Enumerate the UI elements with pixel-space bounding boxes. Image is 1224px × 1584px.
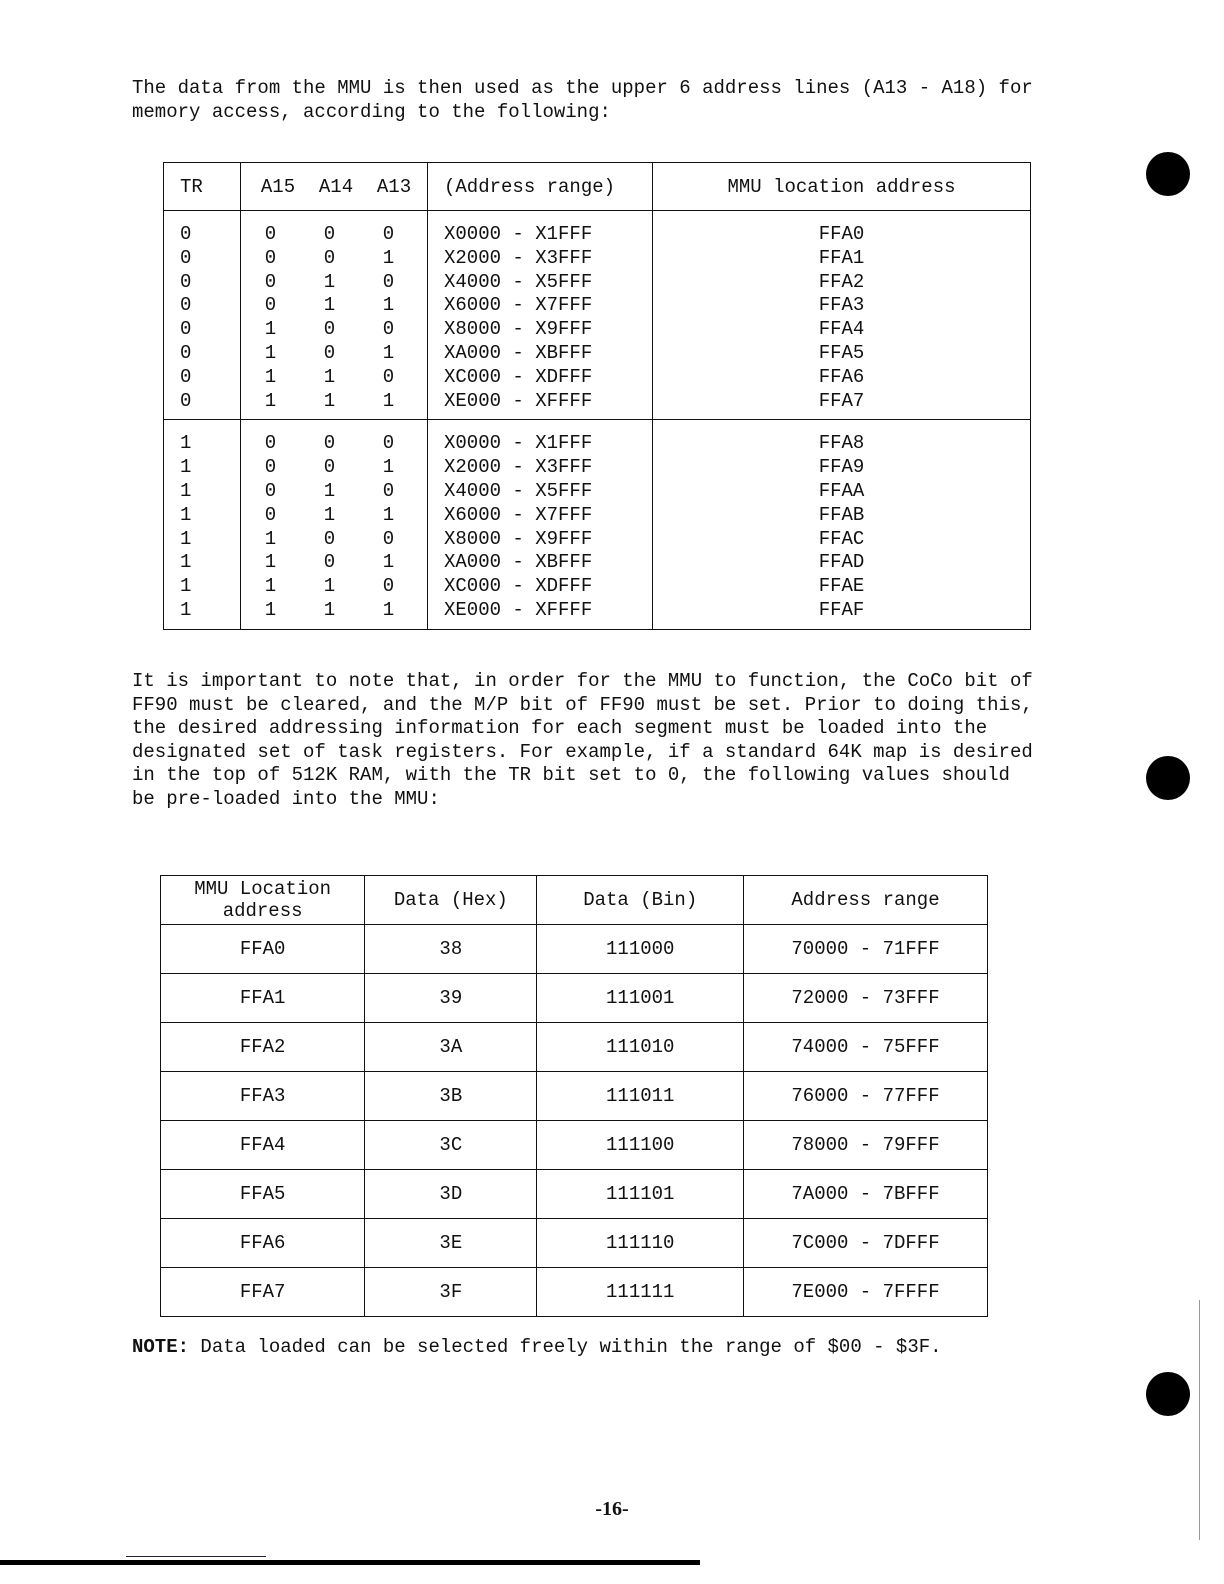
mmu-location-value: FFA4 (818, 318, 865, 341)
address-range-cell: 70000 - 71FFF (744, 925, 988, 974)
address-range-value: XA000 - XBFFF (444, 551, 593, 574)
address-range-value: X4000 - X5FFF (444, 270, 593, 293)
a14-value: 0 (323, 246, 336, 269)
address-range-cell: 7E000 - 7FFFF (744, 1268, 988, 1317)
data-bin-cell: 111110 (537, 1219, 744, 1268)
header-a14: A14 (318, 175, 354, 198)
header-mmu-location-address: MMU Location address (161, 876, 365, 925)
intro-paragraph: The data from the MMU is then used as the upper 6 address lines (A13 - A18) for memory access, according to the following: (132, 77, 1033, 123)
bit-row (241, 271, 427, 295)
a15-value: 1 (264, 551, 277, 574)
mmu-location-value: FFA0 (818, 223, 865, 245)
note-label: NOTE: (132, 1336, 190, 1358)
tr-value: 0 (180, 270, 192, 293)
tr-value: 0 (180, 318, 192, 341)
address-range-value: X2000 - X3FFF (444, 246, 593, 269)
tr-cell (164, 420, 241, 629)
table-row (161, 1268, 988, 1317)
a13-value: 0 (382, 432, 395, 455)
a15-value: 0 (264, 479, 277, 502)
tr-value: 1 (180, 527, 192, 550)
address-range-value: X6000 - X7FFF (444, 503, 593, 526)
tr-value: 1 (180, 503, 192, 526)
table-row (161, 925, 988, 974)
mmu-location-value: FFA5 (818, 341, 865, 364)
a14-value: 0 (323, 456, 336, 479)
bit-row (241, 294, 427, 318)
tr-cell (164, 211, 241, 420)
bit-row (241, 599, 427, 623)
mmu-location-value: FFAB (818, 503, 865, 526)
note-line (132, 1336, 1082, 1360)
bit-row (241, 366, 427, 390)
a14-value: 0 (323, 551, 336, 574)
bit-row (241, 247, 427, 271)
data-hex-cell: 3A (365, 1023, 537, 1072)
header-address-range: (Address range) (428, 163, 653, 211)
a13-value: 0 (382, 575, 395, 598)
a15-value: 1 (264, 341, 277, 364)
mmu-location-value: FFAA (818, 479, 865, 502)
mmu-location-value: FFA8 (818, 432, 865, 455)
page-number: -16- (595, 1498, 629, 1520)
a13-value: 1 (382, 389, 395, 412)
tr-value: 0 (180, 389, 192, 412)
a15-value: 0 (264, 246, 277, 269)
a13-value: 0 (382, 318, 395, 341)
a13-value: 1 (382, 294, 395, 317)
address-range-cell (428, 211, 653, 420)
a15-value: 1 (264, 598, 277, 621)
header-address-range: Address range (744, 876, 988, 925)
address-range-cell: 74000 - 75FFF (744, 1023, 988, 1072)
address-range-cell: 7A000 - 7BFFF (744, 1170, 988, 1219)
a13-value: 1 (382, 341, 395, 364)
address-range-value: X8000 - X9FFF (444, 527, 593, 550)
binder-hole-bottom (1146, 1372, 1190, 1416)
a14-value: 0 (323, 341, 336, 364)
binder-hole-middle (1146, 756, 1190, 800)
a14-value: 1 (323, 389, 336, 412)
a14-value: 1 (323, 503, 336, 526)
mmu-location-cell: FFA2 (161, 1023, 365, 1072)
mmu-location-cell: FFA5 (161, 1170, 365, 1219)
address-range-value: X6000 - X7FFF (444, 294, 593, 317)
data-hex-cell: 3F (365, 1268, 537, 1317)
scan-edge-thin (126, 1556, 266, 1557)
a15-value: 1 (264, 575, 277, 598)
data-bin-cell: 111101 (537, 1170, 744, 1219)
header-tr: TR (164, 163, 241, 211)
tr-value: 1 (180, 575, 192, 598)
address-bits-cell (241, 420, 428, 629)
header-data-bin: Data (Bin) (537, 876, 744, 925)
table-row-group1 (164, 420, 1031, 629)
bit-row (241, 342, 427, 366)
a14-value: 0 (323, 432, 336, 455)
address-range-cell: 72000 - 73FFF (744, 974, 988, 1023)
tr-value: 1 (180, 432, 192, 455)
bit-row (241, 390, 427, 414)
a13-value: 1 (382, 456, 395, 479)
mmu-location-value: FFA2 (818, 270, 865, 293)
a15-value: 0 (264, 223, 277, 245)
tr-value: 1 (180, 456, 192, 479)
address-bits-cell (241, 211, 428, 420)
mmu-note-paragraph: It is important to note that, in order for the MMU to function, the CoCo bit of FF90 must be cleared, and the M/P bit of FF90 must be set. Prior to doing this, the desired addressing information for each segment must be loaded into the designated set of task registers. For example, if a standard 64K map is desired in the top of 512K RAM, with the TR bit set to 0, the following values should be pre-loaded into the MMU: (132, 670, 1033, 810)
a14-value: 1 (323, 270, 336, 293)
address-range-value: XA000 - XBFFF (444, 341, 593, 364)
header-mmu-location: MMU location address (653, 163, 1031, 211)
table-row (161, 1121, 988, 1170)
mmu-location-value: FFAC (818, 527, 865, 550)
mmu-location-value: FFA7 (818, 389, 865, 412)
address-range-cell: 78000 - 79FFF (744, 1121, 988, 1170)
a15-value: 1 (264, 318, 277, 341)
table-row (161, 974, 988, 1023)
bit-row (241, 456, 427, 480)
address-range-value: X8000 - X9FFF (444, 318, 593, 341)
bit-row (241, 223, 427, 247)
mmu-location-cell: FFA6 (161, 1219, 365, 1268)
scan-edge-right (1199, 1300, 1200, 1540)
mmu-location-value: FFA9 (818, 456, 865, 479)
address-range-value: X4000 - X5FFF (444, 479, 593, 502)
tr-value: 1 (180, 551, 192, 574)
a13-value: 0 (382, 479, 395, 502)
mmu-location-cell: FFA0 (161, 925, 365, 974)
a13-value: 1 (382, 246, 395, 269)
tr-value: 1 (180, 479, 192, 502)
address-range-value: XE000 - XFFFF (444, 389, 593, 412)
address-range-cell (428, 420, 653, 629)
address-range-value: XC000 - XDFFF (444, 575, 593, 598)
a14-value: 1 (323, 575, 336, 598)
a15-value: 1 (264, 389, 277, 412)
a13-value: 0 (382, 270, 395, 293)
mmu-location-cell: FFA3 (161, 1072, 365, 1121)
data-bin-cell: 111000 (537, 925, 744, 974)
a14-value: 0 (323, 223, 336, 245)
a13-value: 0 (382, 223, 395, 245)
scan-edge-bottom (0, 1560, 700, 1565)
address-range-value: X0000 - X1FFF (444, 223, 593, 245)
bit-row (241, 432, 427, 456)
a14-value: 0 (323, 318, 336, 341)
mmu-location-cell: FFA4 (161, 1121, 365, 1170)
data-hex-cell: 3C (365, 1121, 537, 1170)
note-text: Data loaded can be selected freely within the range of $00 - $3F. (189, 1336, 942, 1358)
a14-value: 1 (323, 365, 336, 388)
mmu-preload-table (160, 875, 988, 1317)
data-hex-cell: 3E (365, 1219, 537, 1268)
mmu-location-value: FFAE (818, 575, 865, 598)
bit-row (241, 318, 427, 342)
address-range-value: X0000 - X1FFF (444, 432, 593, 455)
a15-value: 0 (264, 294, 277, 317)
table-row-group0 (164, 211, 1031, 420)
header-bits (241, 163, 428, 211)
address-range-cell: 76000 - 77FFF (744, 1072, 988, 1121)
tr-value: 0 (180, 223, 192, 245)
a15-value: 0 (264, 456, 277, 479)
mmu-location-cell (653, 420, 1031, 629)
a13-value: 0 (382, 365, 395, 388)
mmu-location-value: FFA1 (818, 246, 865, 269)
mmu-location-cell (653, 211, 1031, 420)
tr-value: 1 (180, 598, 192, 621)
table-row (161, 1072, 988, 1121)
a13-value: 1 (382, 598, 395, 621)
a15-value: 1 (264, 365, 277, 388)
bit-row (241, 575, 427, 599)
address-range-value: XE000 - XFFFF (444, 598, 593, 621)
bit-row (241, 551, 427, 575)
a14-value: 1 (323, 479, 336, 502)
tr-address-table (163, 162, 1031, 630)
address-range-cell: 7C000 - 7DFFF (744, 1219, 988, 1268)
mmu-location-value: FFA3 (818, 294, 865, 317)
bit-row (241, 480, 427, 504)
data-hex-cell: 3D (365, 1170, 537, 1219)
mmu-location-value: FFAF (818, 598, 865, 621)
mmu-location-cell: FFA7 (161, 1268, 365, 1317)
a15-value: 0 (264, 432, 277, 455)
mmu-location-cell: FFA1 (161, 974, 365, 1023)
mmu-location-value: FFA6 (818, 365, 865, 388)
data-hex-cell: 3B (365, 1072, 537, 1121)
table-row (161, 1170, 988, 1219)
address-range-value: X2000 - X3FFF (444, 456, 593, 479)
a14-value: 0 (323, 527, 336, 550)
binder-hole-top (1146, 152, 1190, 196)
a14-value: 1 (323, 294, 336, 317)
data-hex-cell: 39 (365, 974, 537, 1023)
a13-value: 1 (382, 503, 395, 526)
mmu-location-value: FFAD (818, 551, 865, 574)
tr-value: 0 (180, 294, 192, 317)
bit-row (241, 504, 427, 528)
a13-value: 0 (382, 527, 395, 550)
data-bin-cell: 111111 (537, 1268, 744, 1317)
header-a13: A13 (376, 175, 412, 198)
header-data-hex: Data (Hex) (365, 876, 537, 925)
tr-value: 0 (180, 365, 192, 388)
header-a15: A15 (260, 175, 296, 198)
tr-value: 0 (180, 246, 192, 269)
a15-value: 0 (264, 503, 277, 526)
a15-value: 0 (264, 270, 277, 293)
table-row (161, 1219, 988, 1268)
bit-row (241, 528, 427, 552)
address-range-value: XC000 - XDFFF (444, 365, 593, 388)
tr-value: 0 (180, 341, 192, 364)
table-row (161, 1023, 988, 1072)
data-hex-cell: 38 (365, 925, 537, 974)
a15-value: 1 (264, 527, 277, 550)
data-bin-cell: 111100 (537, 1121, 744, 1170)
data-bin-cell: 111011 (537, 1072, 744, 1121)
a14-value: 1 (323, 598, 336, 621)
data-bin-cell: 111001 (537, 974, 744, 1023)
a13-value: 1 (382, 551, 395, 574)
data-bin-cell: 111010 (537, 1023, 744, 1072)
